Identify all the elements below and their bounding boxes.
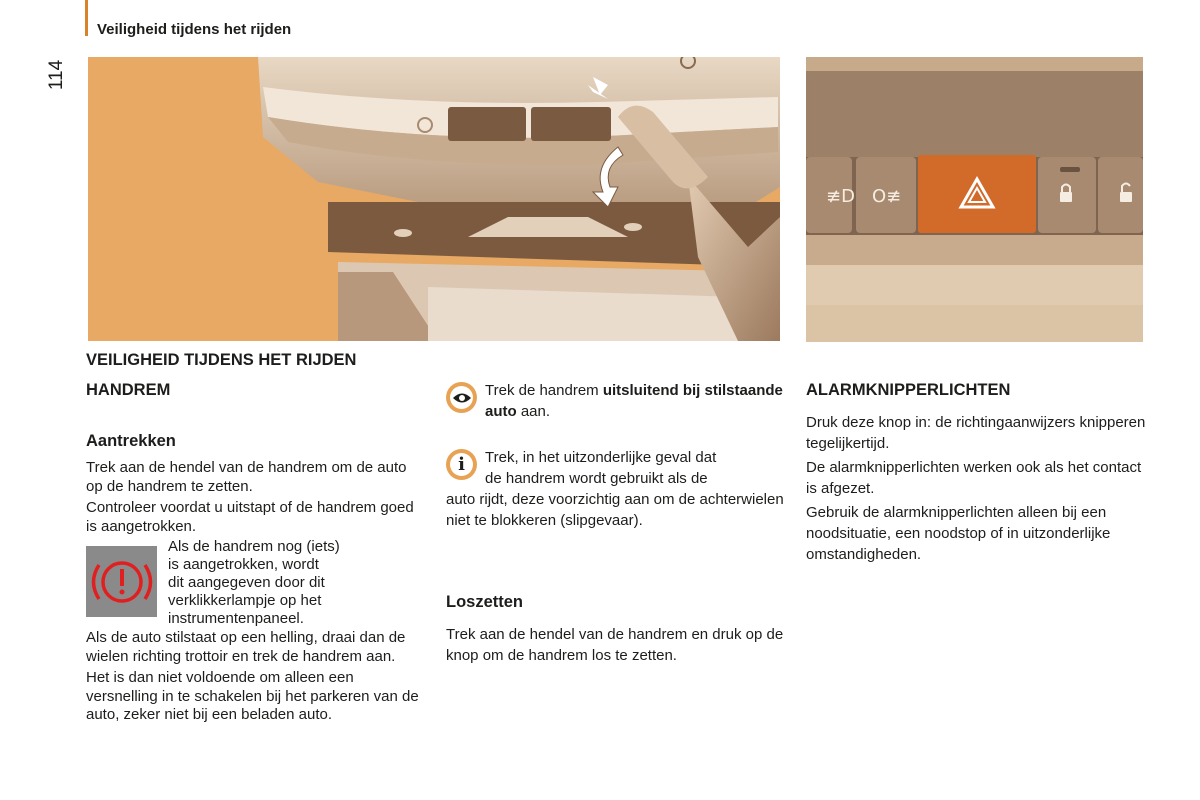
header-accent-bar [85,0,88,36]
hazard-switch-illustration [806,57,1143,342]
warning-line: dit aangegeven door dit [168,574,325,591]
warning-line: instrumentenpaneel. [168,610,304,627]
svg-text:O≢: O≢ [872,186,902,207]
loszetten-title: Loszetten [446,593,524,611]
handbrake-illustration [88,57,780,341]
info-note-line-2: de handrem wordt gebruikt als de [485,470,708,487]
column-notes [446,380,786,666]
aantrekken-paragraph-4: Het is dan niet voldoende om alleen een versnelling in te schakelen bij het parkeren van de auto, zeker niet bij een beladen auto. [86,669,419,723]
aantrekken-paragraph-2: Controleer voordat u uitstapt of de handrem goed is aangetrokken. [86,499,414,535]
info-note-text [446,447,786,531]
eye-note-text-bold: uitsluitend bij stilstaande auto [485,382,783,420]
eye-note-text [485,380,786,422]
aantrekken-paragraph-3: Als de auto stilstaat op een helling, draai dan de wielen richting trottoir en trek de handrem aan. [86,629,406,665]
aantrekken-title: Aantrekken [86,431,176,450]
info-note-rest: auto rijdt, deze voorzichtig aan om de achterwielen niet te blokkeren (slipgevaar). [446,491,784,529]
column-handrem [86,381,426,725]
alarm-paragraph-3: Gebruik de alarmknipperlichten alleen bij een noodsituatie, een noodstop of in uitzonderlijke omstandigheden. [806,503,1111,563]
eye-note [446,380,786,422]
brake-warning-block [86,538,426,628]
warning-line: verklikkerlampje op het [168,592,322,609]
handrem-title: HANDREM [86,381,171,399]
svg-text:≢D: ≢D [826,186,855,207]
column-alarm [806,381,1146,565]
alarm-paragraph-1: Druk deze knop in: de richtingaanwijzers knipperen tegelijkertijd. [806,413,1146,452]
warning-line: is aangetrokken, wordt [168,556,319,573]
section-title: VEILIGHEID TIJDENS HET RIJDEN [86,351,357,369]
alarm-paragraph-2: De alarmknipperlichten werken ook als het contact is afgezet. [806,458,1142,497]
brake-warning-icon [86,546,157,617]
warning-line: Als de handrem nog (iets) [168,538,340,555]
aantrekken-paragraph-1: Trek aan de hendel van de handrem om de auto op de handrem te zetten. [86,459,407,495]
brake-warning-text [168,538,340,628]
page-number: 114 [46,59,67,91]
eye-note-text-post: aan. [516,403,551,420]
alarm-title: ALARMKNIPPERLICHTEN [806,381,1011,399]
info-note [446,447,786,531]
info-icon: i [446,449,477,480]
header-title: Veiligheid tijdens het rijden [97,21,292,38]
eye-note-text-pre: Trek de handrem [485,382,603,399]
loszetten-paragraph: Trek aan de hendel van de handrem en druk op de knop om de handrem los te zetten. [446,625,784,664]
eye-icon [446,382,477,413]
info-note-line-1: Trek, in het uitzonderlijke geval dat [485,449,717,466]
